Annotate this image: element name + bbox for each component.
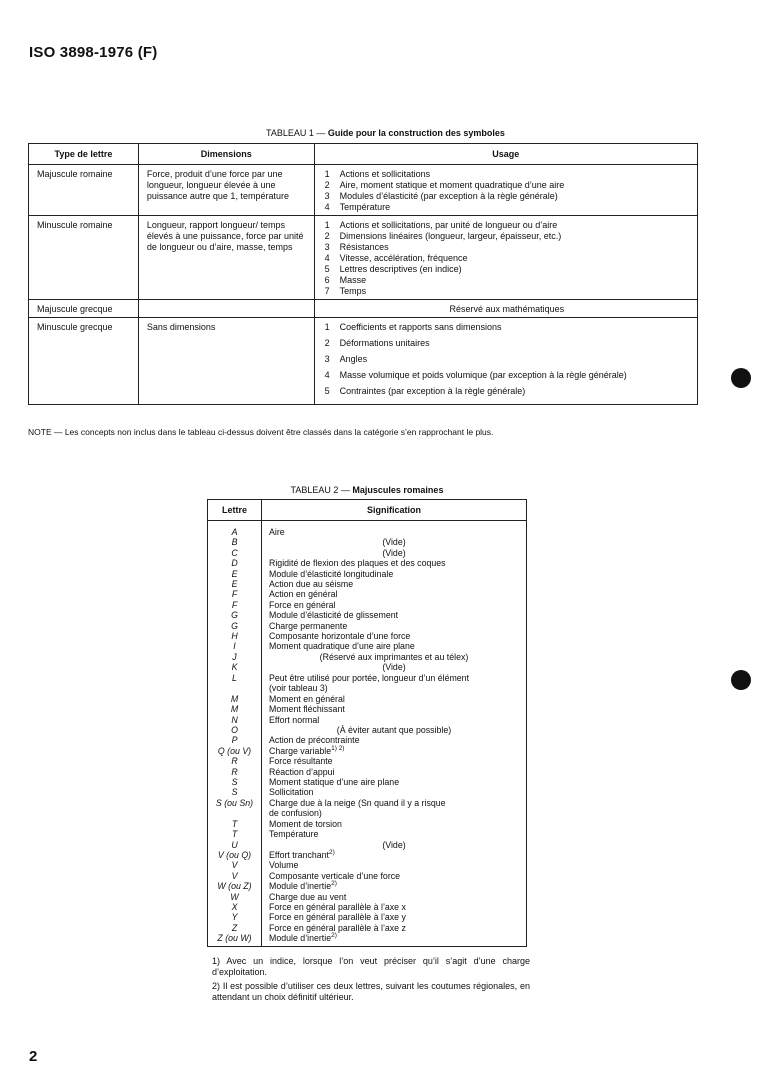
table2-row (208, 840, 527, 850)
table2-signification-cell (262, 725, 527, 735)
table2-signification-cell (262, 631, 527, 641)
table2-signification-text: (Vide) (382, 537, 406, 548)
table2-row (208, 610, 527, 620)
table2-row (208, 631, 527, 641)
table2-row (208, 558, 527, 568)
table2-letter-cell: B (208, 537, 262, 547)
table1-dimensions-cell (138, 300, 314, 318)
table1-usage-number: 4 (324, 202, 330, 212)
table2-letter-cell: E (208, 579, 262, 589)
table1-usage-number: 2 (324, 180, 330, 190)
table1-dimensions-cell: Force, produit d’une force par une longueur, longueur élevée à une puissance autre que 1, température (138, 165, 314, 216)
table2-letter-cell: L (208, 673, 262, 694)
table1-usage-text: Aire, moment statique et moment quadratique d’une aire (339, 180, 565, 190)
table2-signification-text: Moment de torsion (269, 818, 342, 829)
table2-signification-cell (262, 569, 527, 579)
table2-letter-cell: U (208, 840, 262, 850)
table2-letter-cell: M (208, 694, 262, 704)
table2-header-row (208, 500, 527, 521)
table2-letter-cell: J (208, 652, 262, 662)
table1-usage-item (321, 231, 693, 242)
table2-signification-text: Moment en général (269, 693, 345, 704)
table2-row (208, 787, 527, 797)
table2-letter-cell: S (208, 777, 262, 787)
table2-signification-text: Action de précontrainte (269, 735, 360, 746)
table2-row (208, 704, 527, 714)
table2-signification-text: Module d’inertie (269, 933, 332, 944)
table1-type-cell: Minuscule grecque (29, 318, 139, 405)
table1-usage-cell (314, 300, 697, 318)
table2-letter-cell: T (208, 829, 262, 839)
table1-usage-text: Vitesse, accélération, fréquence (339, 253, 468, 263)
table2-signification-text: (À éviter autant que possible) (336, 724, 452, 735)
table1-usage-number: 6 (324, 275, 330, 285)
table2-row (208, 641, 527, 651)
table2-signification-text: (Vide) (382, 662, 406, 673)
table1-usage-item (321, 338, 693, 349)
table1 (28, 143, 698, 405)
table2-signification-cell (262, 735, 527, 745)
table2-signification-text: Force en général parallèle à l’axe x (269, 902, 406, 912)
table1-usage-cell (314, 216, 697, 300)
table1-usage-text: Lettres descriptives (en indice) (339, 264, 462, 274)
table2-letter-cell: G (208, 610, 262, 620)
table2-signification-cell (262, 787, 527, 797)
table1-usage-number: 5 (324, 264, 330, 274)
footnote-reference: 2) (331, 880, 337, 888)
table2-signification-cell (262, 662, 527, 672)
table2-row (208, 662, 527, 672)
table2-letter-cell: N (208, 715, 262, 725)
table1-usage-text: Actions et sollicitations, par unité de longueur ou d’aire (339, 220, 558, 230)
table2-letter-cell: V (ou Q) (208, 850, 262, 860)
table2-letter-cell: Q (ou V) (208, 746, 262, 756)
table2-row (208, 798, 527, 819)
table1-usage-text: Actions et sollicitations (339, 169, 431, 179)
table2-signification-cell (262, 537, 527, 547)
punch-hole-mark (731, 368, 751, 388)
table2-signification-text: Composante verticale d’une force (269, 870, 401, 881)
table2-signification-cell (262, 767, 527, 777)
table2-signification-text: Sollicitation (269, 787, 314, 798)
table2-signification-text: Charge due au vent (269, 891, 347, 902)
table2-letter-cell: S (208, 787, 262, 797)
table1-usage-item (321, 354, 693, 365)
table2-signification-text: Action en général (269, 589, 338, 600)
table1-usage-item (321, 322, 693, 333)
table2-row (208, 923, 527, 933)
table1-caption (0, 128, 771, 138)
table2-row (208, 756, 527, 766)
table2-signification-text: (Vide) (382, 839, 406, 850)
table2-letter-cell: Z (ou W) (208, 933, 262, 946)
table2-letter-cell: S (ou Sn) (208, 798, 262, 819)
punch-hole-mark (731, 670, 751, 690)
table2-letter-cell: E (208, 569, 262, 579)
table1-usage-number: 2 (324, 338, 330, 348)
table2-signification-cell (262, 673, 527, 694)
table2-signification-text: Force en général parallèle à l’axe y (269, 912, 406, 923)
table2-row (208, 829, 527, 839)
table2-signification-cell (262, 923, 527, 933)
table1-usage-number: 4 (324, 253, 330, 263)
table1-note: NOTE — Les concepts non inclus dans le tableau ci-dessus doivent être classés dans la catégorie s’en rapprochant le plus. (28, 427, 494, 437)
table2-signification-cell (262, 652, 527, 662)
table1-row (29, 165, 698, 216)
table1-usage-item (321, 180, 693, 191)
table2-letter-cell: A (208, 521, 262, 538)
table2-signification-text: Charge variable (269, 745, 332, 756)
table2-signification-text: Aire (269, 527, 285, 537)
table1-row (29, 318, 698, 405)
table2-row (208, 521, 527, 538)
table2-row (208, 600, 527, 610)
table2-letter-cell: V (208, 860, 262, 870)
table2-row (208, 902, 527, 912)
table2-signification-text: Moment fléchissant (269, 704, 345, 715)
table2-signification-cell (262, 881, 527, 891)
footnote-2: 2) Il est possible d’utiliser ces deux lettres, suivant les coutumes régionales, en attendant un choix définitif ultérieur. (212, 981, 530, 1002)
table2-signification-cell (262, 600, 527, 610)
table1-usage-text: Température (339, 202, 391, 212)
table2-signification-cell (262, 704, 527, 714)
table2-row (208, 892, 527, 902)
table2-letter-cell: Z (208, 923, 262, 933)
table2-caption-prefix: TABLEAU 2 — (290, 485, 353, 495)
table1-usage-number: 1 (324, 322, 330, 332)
table2-signification-continuation: (voir tableau 3) (269, 683, 328, 694)
table1-caption-title: Guide pour la construction des symboles (327, 128, 505, 138)
table1-usage-item (321, 202, 693, 213)
table2-signification-text: Moment quadratique d’une aire plane (269, 641, 415, 652)
table2-signification-cell (262, 756, 527, 766)
table2-signification-continuation: de confusion) (269, 808, 322, 819)
table1-usage-item (321, 242, 693, 253)
table1-usage-cell (314, 165, 697, 216)
table2-signification-text: Charge permanente (269, 620, 348, 631)
table2-letter-cell: P (208, 735, 262, 745)
table2-signification-text: Force en général parallèle à l’axe z (269, 922, 406, 933)
table2-signification-cell (262, 579, 527, 589)
table2-signification-cell (262, 850, 527, 860)
table1-type-cell: Majuscule romaine (29, 165, 139, 216)
table1-usage-number: 3 (324, 354, 330, 364)
table2-row (208, 746, 527, 756)
document-header: ISO 3898-1976 (F) (29, 44, 158, 61)
table2-signification-text: Peut être utilisé pour portée, longueur d’un élément (269, 672, 470, 683)
table1-usage-item (321, 191, 693, 202)
table2-signification-cell (262, 892, 527, 902)
table1-usage-number: 3 (324, 191, 330, 201)
table2-row (208, 767, 527, 777)
table2-letter-cell: G (208, 621, 262, 631)
table2-letter-cell: T (208, 819, 262, 829)
table2-signification-cell (262, 521, 527, 538)
table2-letter-cell: H (208, 631, 262, 641)
table2-signification-cell (262, 798, 527, 819)
table2-letter-cell: Y (208, 912, 262, 922)
table1-row (29, 300, 698, 318)
table2-caption (206, 485, 528, 495)
table2-row (208, 652, 527, 662)
table2-signification-text: (Vide) (382, 547, 406, 558)
table2-letter-cell: I (208, 641, 262, 651)
table2-signification-cell (262, 621, 527, 631)
table2-row (208, 725, 527, 735)
table1-usage-item (321, 169, 693, 180)
table2-row (208, 777, 527, 787)
table2-signification-cell (262, 840, 527, 850)
table2-row (208, 548, 527, 558)
table2-letter-cell: W (208, 892, 262, 902)
table2-signification-text: Rigidité de flexion des plaques et des coques (269, 558, 446, 569)
table1-usage-number: 1 (324, 169, 330, 179)
table2-row (208, 673, 527, 694)
table1-usage-text: Masse (339, 275, 367, 285)
table2-signification-cell (262, 715, 527, 725)
table2-row (208, 537, 527, 547)
table2-row (208, 735, 527, 745)
table1-dimensions-cell: Longueur, rapport longueur/ temps élevés à une puissance, force par unité de longueur ou d’aire, masse, temps (138, 216, 314, 300)
table2-caption-title: Majuscules romaines (352, 485, 444, 495)
table2-signification-cell (262, 548, 527, 558)
table2-signification-text: Réaction d’appui (269, 766, 335, 777)
table1-type-cell: Majuscule grecque (29, 300, 139, 318)
table2-row (208, 621, 527, 631)
table1-usage-number: 4 (324, 370, 330, 380)
table2 (207, 499, 527, 947)
table2-signification-text: Charge due à la neige (Sn quand il y a risque (269, 797, 446, 808)
table2-header-signification: Signification (262, 500, 527, 521)
table2-signification-cell (262, 746, 527, 756)
table1-header-usage: Usage (314, 144, 697, 165)
table1-usage-item (321, 370, 693, 381)
table2-signification-text: Moment statique d’une aire plane (269, 776, 400, 787)
table2-row (208, 694, 527, 704)
table2-signification-text: (Réservé aux imprimantes et au télex) (319, 651, 469, 662)
table2-signification-cell (262, 694, 527, 704)
table2-row (208, 589, 527, 599)
table1-usage-number: 2 (324, 231, 330, 241)
table2-signification-cell (262, 912, 527, 922)
table2-letter-cell: D (208, 558, 262, 568)
table1-usage-text: Dimensions linéaires (longueur, largeur, épaisseur, etc.) (339, 231, 562, 241)
table2-row (208, 715, 527, 725)
table2-signification-text: Force résultante (269, 756, 333, 767)
table2-signification-cell (262, 610, 527, 620)
table2-signification-cell (262, 871, 527, 881)
table1-usage-cell (314, 318, 697, 405)
table2-letter-cell: C (208, 548, 262, 558)
table1-usage-item (321, 220, 693, 231)
table2-letter-cell: F (208, 600, 262, 610)
table2-signification-text: Effort tranchant (269, 849, 329, 860)
table1-header-row (29, 144, 698, 165)
table2-letter-cell: M (208, 704, 262, 714)
table2-letter-cell: K (208, 662, 262, 672)
table2-signification-cell (262, 902, 527, 912)
table1-usage-text: Coefficients et rapports sans dimensions (339, 322, 502, 332)
table2-signification-text: Volume (269, 860, 299, 871)
table1-usage-text: Contraintes (par exception à la règle générale) (339, 386, 526, 396)
table2-row (208, 579, 527, 589)
table1-dimensions-cell: Sans dimensions (138, 318, 314, 405)
table1-usage-number: 7 (324, 286, 330, 296)
table2-letter-cell: V (208, 871, 262, 881)
table2-signification-cell (262, 777, 527, 787)
table2-signification-cell (262, 589, 527, 599)
table1-type-cell: Minuscule romaine (29, 216, 139, 300)
table2-signification-text: Température (269, 829, 319, 840)
table2-row (208, 819, 527, 829)
table1-usage-item (321, 386, 693, 397)
table2-signification-cell (262, 829, 527, 839)
table1-caption-prefix: TABLEAU 1 — (266, 128, 328, 138)
table2-signification-text: Module d’élasticité longitudinale (269, 568, 394, 579)
table2-signification-cell (262, 860, 527, 870)
table2-row (208, 569, 527, 579)
table1-usage-text: Modules d’élasticité (par exception à la règle générale) (339, 191, 558, 201)
page-number: 2 (29, 1048, 38, 1065)
table2-row (208, 850, 527, 860)
table1-usage-item (321, 264, 693, 275)
table2-letter-cell: W (ou Z) (208, 881, 262, 891)
footnote-reference: 2) (329, 848, 335, 856)
table2-letter-cell: R (208, 756, 262, 766)
table1-usage-text: Masse volumique et poids volumique (par exception à la règle générale) (339, 370, 627, 380)
table2-signification-text: Module d’inertie (269, 881, 332, 892)
table2-letter-cell: X (208, 902, 262, 912)
table2-row (208, 881, 527, 891)
footnote-reference: 1) 2) (331, 744, 345, 752)
table1-usage-number: 1 (324, 220, 330, 230)
table2-footnotes (212, 956, 530, 1006)
footnote-reference: 2) (331, 932, 337, 940)
table1-usage-number: 5 (324, 386, 330, 396)
table1-header-dimensions: Dimensions (138, 144, 314, 165)
table2-signification-text: Module d’élasticité de glissement (269, 610, 399, 621)
table1-usage-text: Temps (339, 286, 367, 296)
table2-letter-cell: R (208, 767, 262, 777)
table2-signification-text: Composante horizontale d’une force (269, 631, 411, 642)
table1-usage-text: Résistances (339, 242, 389, 252)
table1-reserved-text: Réservé aux mathématiques (449, 304, 565, 314)
table2-letter-cell: O (208, 725, 262, 735)
table1-usage-item (321, 253, 693, 264)
table1-header-type: Type de lettre (29, 144, 139, 165)
table2-signification-cell (262, 558, 527, 568)
table2-signification-cell (262, 933, 527, 946)
table1-usage-number: 3 (324, 242, 330, 252)
table2-signification-text: Action due au séisme (269, 579, 354, 590)
table1-row (29, 216, 698, 300)
table1-usage-item (321, 286, 693, 297)
table2-signification-text: Effort normal (269, 714, 320, 725)
footnote-1: 1) Avec un indice, lorsque l’on veut préciser qu’il s’agit d’une charge d’exploitation. (212, 956, 530, 977)
table2-row (208, 860, 527, 870)
table2-signification-cell (262, 819, 527, 829)
table2-signification-cell (262, 641, 527, 651)
table2-row (208, 912, 527, 922)
table1-usage-text: Déformations unitaires (339, 338, 430, 348)
table2-row (208, 933, 527, 946)
table2-row (208, 871, 527, 881)
table2-signification-text: Force en général (269, 599, 336, 610)
table1-usage-text: Angles (339, 354, 368, 364)
table2-letter-cell: F (208, 589, 262, 599)
table2-header-letter: Lettre (208, 500, 262, 521)
table1-usage-item (321, 275, 693, 286)
